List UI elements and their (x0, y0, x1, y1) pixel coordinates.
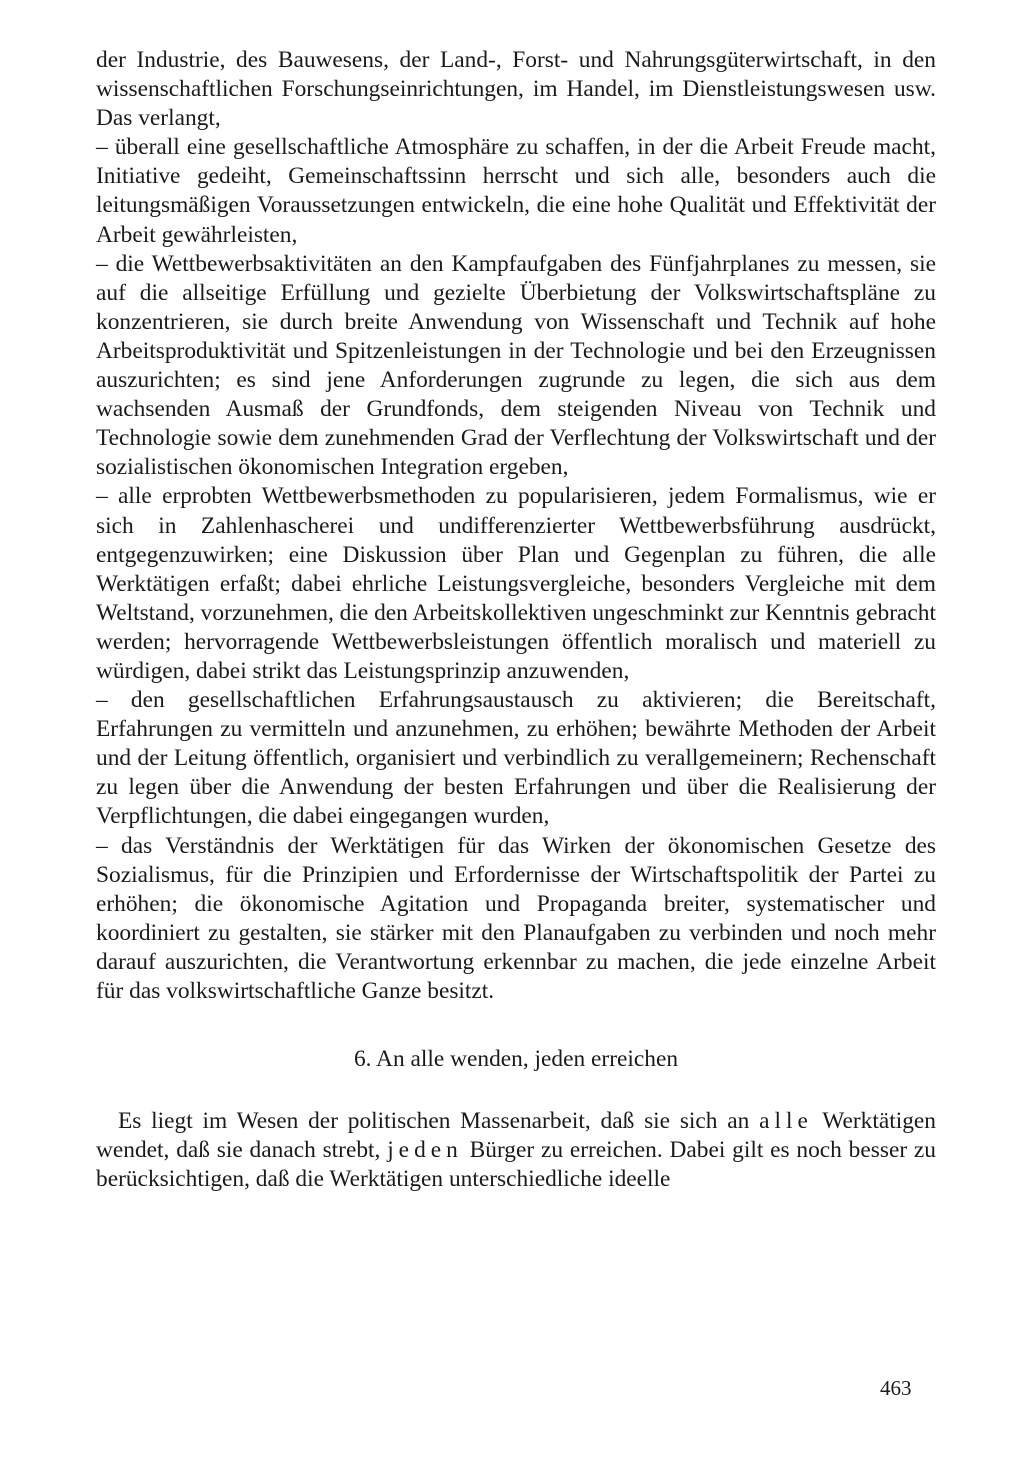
closing-text-3: Bürger zu erreichen. Dabei gilt es noch besser zu berücksichtigen, daß die Werktätigen unterschiedliche ideelle (96, 1137, 936, 1193)
list-item-atmosphere: – überall eine gesellschaftliche Atmosphäre zu schaffen, in der die Arbeit Freude macht, Initiative gedeiht, Gemeinschaftssinn herrscht und sich alle, besonders auch die leitungsmäßigen Voraussetzungen entwickeln, die eine hohe Qualität und Effektivität der Arbeit gewährleisten, (96, 134, 936, 248)
closing-text-1: Es liegt im Wesen der politischen Massenarbeit, daß sie sich an (118, 1108, 760, 1135)
list-item-competition: – die Wettbewerbsaktivitäten an den Kampfaufgaben des Fünfjahrplanes zu messen, sie auf die allseitige Erfüllung und gezielte Überbietung der Volkswirtschaftspläne zu konzentrieren, sie durch breite Anwendung von Wissenschaft und Technik auf hohe Arbeitsproduktivität und Spitzenleistungen in der Technologie und bei den Erzeugnissen auszurichten; es sind jene Anforderungen zugrunde zu legen, die sich aus dem wachsenden Ausmaß der Grundfonds, dem steigenden Niveau von Technik und Technologie sowie dem zunehmenden Grad der Verflechtung der Volkswirtschaft und der sozialistischen ökonomischen Integration ergeben, (96, 250, 936, 481)
closing-emphasis-jeden: jeden (387, 1137, 463, 1164)
section-heading: 6. An alle wenden, jeden erreichen (353, 1046, 679, 1073)
list-item-methods: – alle erprobten Wettbewerbsmethoden zu popularisieren, jedem Formalismus, wie er sich in Zahlenhascherei und undifferenzierter Wettbewerbsführung ausdrückt, entgegenzuwirken; eine Diskussion über Plan und Gegenplan zu führen, die alle Werktätigen erfaßt; dabei ehrliche Leistungsvergleiche, besonders Vergleiche mit dem Weltstand, vorzunehmen, die den Arbeitskollektiven ungeschminkt zur Kenntnis gebracht werden; hervorragende Wettbewerbsleistungen öffentlich moralisch und materiell zu würdigen, dabei strikt das Leistungsprinzip anzuwenden, (96, 483, 936, 684)
closing-emphasis-alle: alle (759, 1108, 813, 1135)
page-content (96, 46, 936, 1194)
paragraph-intro: der Industrie, des Bauwesens, der Land-, Forst- und Nahrungsgüterwirtschaft, in den wissenschaftlichen Forschungseinrichtungen, im Handel, im Dienstleistungswesen usw. Das verlangt, (96, 47, 936, 132)
closing-text-2: Werktätigen wendet, daß sie danach strebt, (96, 1108, 936, 1164)
paragraph-closing (96, 1107, 936, 1194)
page-number: 463 (880, 1376, 912, 1400)
list-item-understanding: – das Verständnis der Werktätigen für das Wirken der ökonomischen Gesetze des Sozialismus, für die Prinzipien und Erfordernisse der Wirtschaftspolitik der Partei zu erhöhen; die ökonomische Agitation und Propaganda breiter, systematischer und koordiniert zu gestalten, sie stärker mit den Planaufgaben zu verbinden und noch mehr darauf auszurichten, die Verantwortung erkennbar zu machen, die jede einzelne Arbeit für das volkswirtschaftliche Ganze besitzt. (96, 832, 936, 1004)
list-item-experience-exchange: – den gesellschaftlichen Erfahrungsaustausch zu aktivieren; die Bereitschaft, Erfahrungen zu vermitteln und anzunehmen, zu erhöhen; bewährte Methoden der Arbeit und der Leitung öffentlich, organisiert und verbindlich zu verallgemeinern; Rechenschaft zu legen über die Anwendung der besten Erfahrungen und über die Realisierung der Verpflichtungen, die dabei eingegangen wurden, (96, 687, 936, 830)
